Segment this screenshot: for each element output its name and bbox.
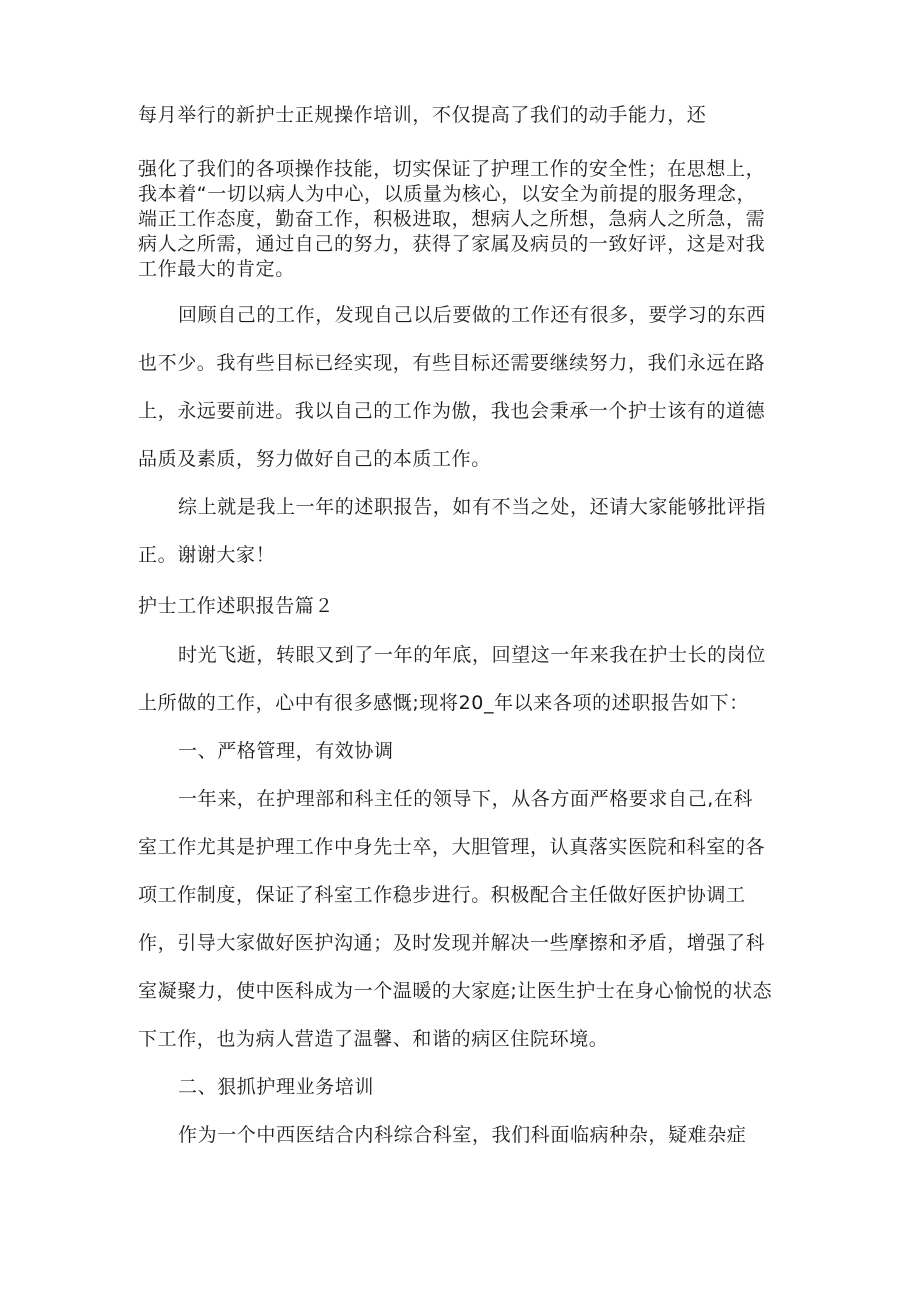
paragraph-2-line-2: 我本着“一切以病人为中心，以质量为核心，以安全为前提的服务理念， — [138, 183, 757, 205]
paragraph-4-line-1: 综上就是我上一年的述职报告，如有不当之处，还请大家能够批评指 — [178, 496, 767, 518]
paragraph-3-line-1: 回顾自己的工作，发现自己以后要做的工作还有很多，要学习的东西 — [178, 304, 767, 326]
paragraph-2-line-1: 强化了我们的各项操作技能，切实保证了护理工作的安全性；在思想上， — [138, 158, 766, 180]
subheading-2: 二、狠抓护理业务培训 — [178, 1076, 375, 1098]
section-heading: 护士工作述职报告篇２ — [138, 595, 335, 617]
paragraph-6-line-3: 项工作制度，保证了科室工作稳步进行。积极配合主任做好医护协调工 — [138, 884, 746, 906]
paragraph-6-line-5: 室凝聚力，使中医科成为一个温暖的大家庭;让医生护士在身心愉悦的状态 — [138, 980, 773, 1002]
paragraph-2-line-4: 病人之所需，通过自己的努力，获得了家属及病员的一致好评，这是对我 — [138, 233, 766, 255]
paragraph-5-line-1: 时光飞逝，转眼又到了一年的年底，回望这一年来我在护士长的岗位 — [178, 644, 767, 666]
paragraph-7-line-1: 作为一个中西医结合内科综合科室，我们科面临病种杂，疑难杂症 — [178, 1124, 747, 1146]
paragraph-3-line-4: 品质及素质，努力做好自己的本质工作。 — [138, 448, 491, 470]
paragraph-2-line-3: 端正工作态度，勤奋工作，积极进取，想病人之所想，急病人之所急，需 — [138, 208, 766, 230]
paragraph-4-line-2: 正。谢谢大家！ — [138, 544, 276, 566]
paragraph-1-line-1: 每月举行的新护士正规操作培训，不仅提高了我们的动手能力，还 — [138, 104, 707, 126]
paragraph-3-line-2: 也不少。我有些目标已经实现，有些目标还需要继续努力，我们永远在路 — [138, 352, 766, 374]
paragraph-2-line-5: 工作最大的肯定。 — [138, 258, 295, 280]
paragraph-6-line-4: 作，引导大家做好医护沟通；及时发现并解决一些摩擦和矛盾，增强了科 — [138, 932, 766, 954]
paragraph-6-line-1: 一年来，在护理部和科主任的领导下，从各方面严格要求自己,在科 — [178, 788, 754, 810]
paragraph-5-line-2: 上所做的工作，心中有很多感慨;现将20_年以来各项的述职报告如下： — [138, 692, 749, 714]
subheading-1: 一、严格管理，有效协调 — [178, 740, 394, 762]
paragraph-6-line-2: 室工作尤其是护理工作中身先士卒，大胆管理，认真落实医院和科室的各 — [138, 836, 766, 858]
paragraph-3-line-3: 上，永远要前进。我以自己的工作为傲，我也会秉承一个护士该有的道德 — [138, 400, 766, 422]
paragraph-6-line-6: 下工作，也为病人营造了温馨、和谐的病区住院环境。 — [138, 1028, 609, 1050]
